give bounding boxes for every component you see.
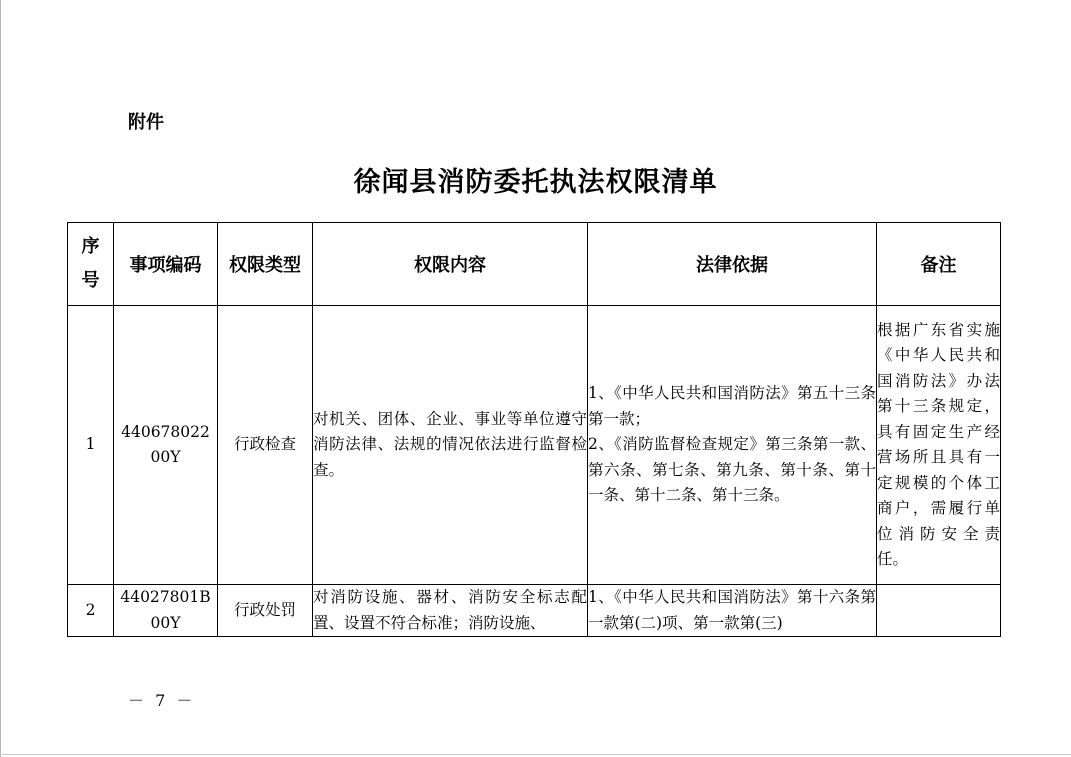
column-header-authority-type: 权限类型	[218, 223, 313, 306]
cell-authority-type: 行政处罚	[218, 585, 313, 637]
column-header-seq	[68, 223, 114, 306]
content-text: 对消防设施、器材、消防安全标志配置、设置不符合标准；消防设施、	[313, 588, 587, 632]
cell-authority-type: 行政检查	[218, 306, 313, 585]
legal-basis-item-1: 1、《中华人民共和国消防法》第五十三条第一款；	[588, 384, 876, 428]
column-header-item-code: 事项编码	[114, 223, 218, 306]
column-header-seq-line1: 序	[81, 236, 100, 257]
cell-remarks	[877, 585, 1001, 637]
column-header-seq-line2: 号	[81, 270, 100, 291]
column-header-content: 权限内容	[313, 223, 588, 306]
cell-item-code	[114, 306, 218, 585]
attachment-label: 附件	[128, 112, 164, 133]
page-left-edge	[0, 0, 1, 757]
column-header-remarks: 备注	[877, 223, 1001, 306]
cell-seq: 2	[68, 585, 114, 637]
item-code-text: 44027801B00Y	[120, 588, 211, 632]
item-code-text: 44067802200Y	[121, 422, 210, 466]
page-number: － 7 －	[128, 691, 196, 710]
table-row	[68, 585, 1001, 637]
cell-legal-basis	[588, 306, 877, 585]
document-title: 徐闻县消防委托执法权限清单	[353, 167, 718, 198]
cell-content: 对机关、团体、企业、事业等单位遵守消防法律、法规的情况依法进行监督检查。	[313, 306, 588, 585]
table-header-row	[68, 223, 1001, 306]
cell-item-code	[114, 585, 218, 637]
column-header-legal-basis: 法律依据	[588, 223, 877, 306]
cell-content	[313, 585, 588, 637]
page-bottom-edge	[0, 754, 1071, 755]
table-row	[68, 306, 1001, 585]
legal-basis-item-1: 1、《中华人民共和国消防法》第十六条第一款第(二)项、第一款第(三)	[588, 588, 876, 632]
authority-table	[67, 222, 1001, 637]
cell-remarks: 根据广东省实施《中华人民共和国消防法》办法第十三条规定，具有固定生产经营场所且具有一定规模的个体工商户，需履行单位消防安全责任。	[877, 306, 1001, 585]
cell-seq: 1	[68, 306, 114, 585]
cell-legal-basis	[588, 585, 877, 637]
legal-basis-item-2: 2、《消防监督检查规定》第三条第一款、第六条、第七条、第九条、第十条、第十一条、第十二条、第十三条。	[588, 435, 876, 505]
